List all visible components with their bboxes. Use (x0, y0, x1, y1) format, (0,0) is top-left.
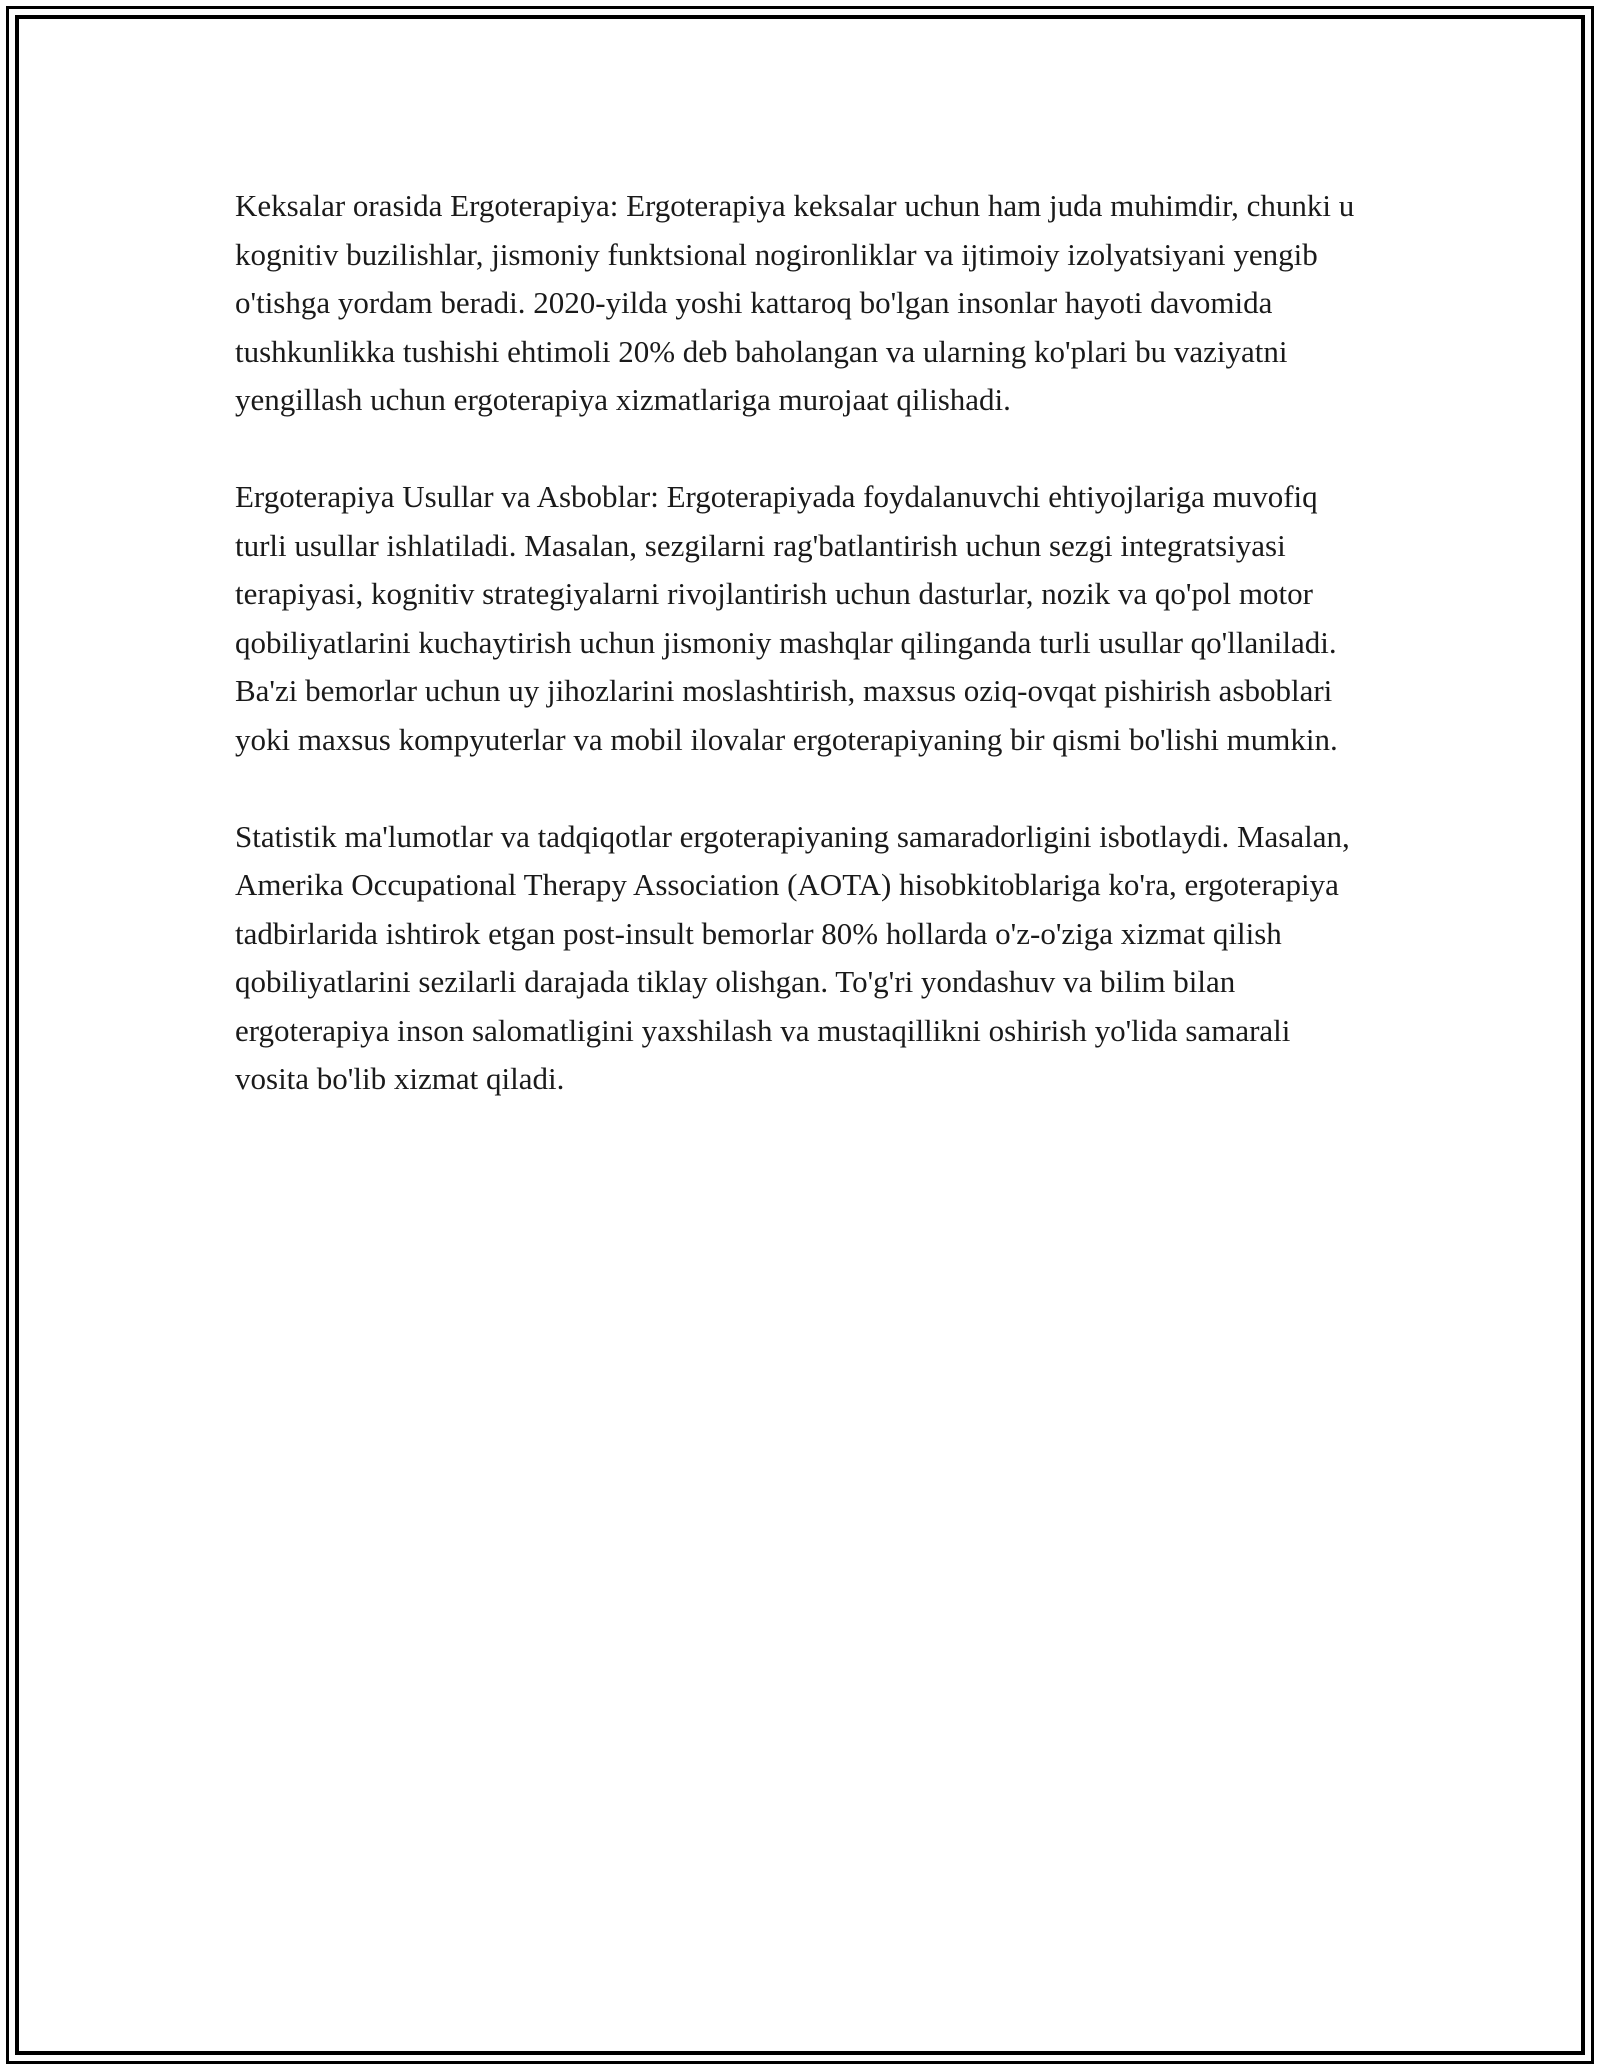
paragraph-elderly-ergotherapy: Keksalar orasida Ergoterapiya: Ergoterapiya keksalar uchun ham juda muhimdir, chunki u kognitiv buzilishlar, jismoniy funktsional nogironliklar va ijtimoiy izolyatsiyani yengib o'tishga yordam beradi. 2020-yilda yoshi kattaroq bo'lgan insonlar hayoti davomida tushkunlikka tushishi ehtimoli 20% deb baholangan va ularning ko'plari bu vaziyatni yengillash uchun ergoterapiya xizmatlariga murojaat qilishadi. (235, 188, 1355, 417)
document-body (235, 182, 1365, 1152)
paragraph-methods-and-tools: Ergoterapiya Usullar va Asboblar: Ergoterapiyada foydalanuvchi ehtiyojlariga muvofiq turli usullar ishlatiladi. Masalan, sezgilarni rag'batlantirish uchun sezgi integratsiyasi terapiyasi, kognitiv strategiyalarni rivojlantirish uchun dasturlar, nozik va qo'pol motor qobiliyatlarini kuchaytirish uchun jismoniy mashqlar qilinganda turli usullar qo'llaniladi. Ba'zi bemorlar uchun uy jihozlarini moslashtirish, maxsus oziq-ovqat pishirish asboblari yoki maxsus kompyuterlar va mobil ilovalar ergoterapiyaning bir qismi bo'lishi mumkin. (235, 479, 1338, 757)
paragraph-statistics: Statistik ma'lumotlar va tadqiqotlar ergoterapiyaning samaradorligini isbotlaydi. Masalan, Amerika Occupational Therapy Association (AOTA) hisobkitoblariga ko'ra, ergoterapiya tadbirlarida ishtirok etgan post-insult bemorlar 80% hollarda o'z-o'ziga xizmat qilish qobiliyatlarini sezilarli darajada tiklay olishgan. To'g'ri yondashuv va bilim bilan ergoterapiya inson salomatligini yaxshilash va mustaqillikni oshirish yo'lida samarali vosita bo'lib xizmat qiladi. (235, 818, 1350, 1096)
